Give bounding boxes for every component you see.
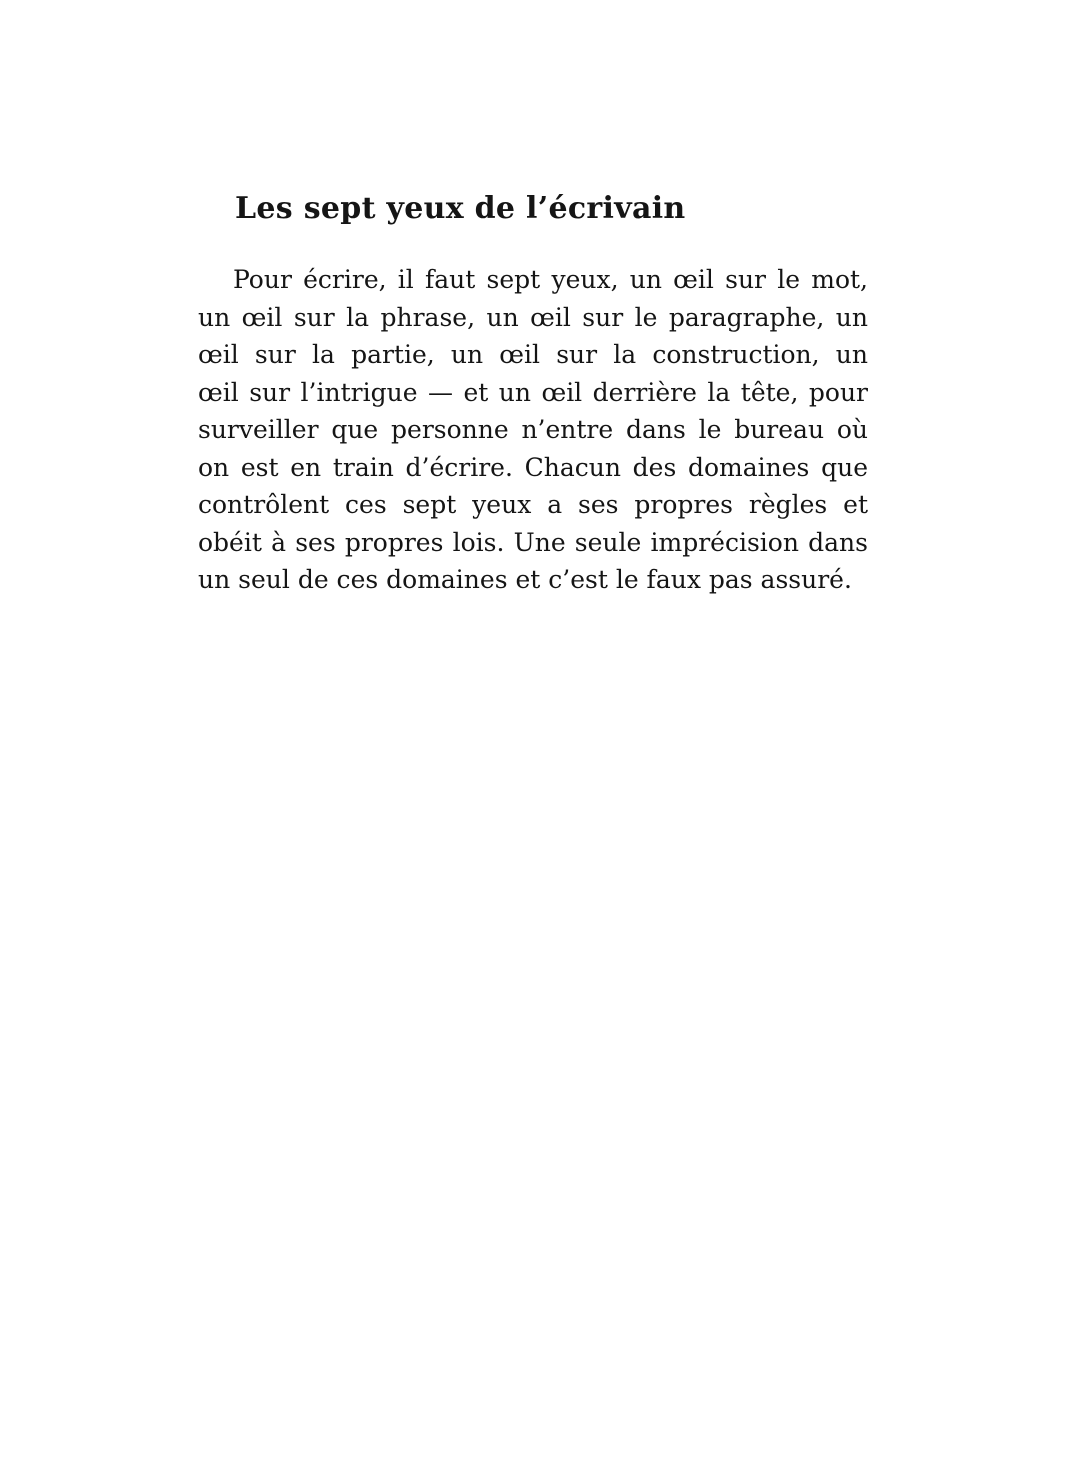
paragraph-line: œil sur l’intrigue — et un œil derrière la tête, pour: [198, 377, 868, 407]
paragraph-line: Pour écrire, il faut sept yeux, un œil sur le mot,: [233, 265, 868, 294]
body-paragraph: [198, 261, 868, 599]
paragraph-line: on est en train d’écrire. Chacun des domaines que: [198, 452, 868, 482]
paragraph-line: un œil sur la phrase, un œil sur le paragraphe, un: [198, 302, 868, 332]
paragraph-line: un seul de ces domaines et c’est le faux pas assuré.: [198, 565, 852, 594]
paragraph-line: contrôlent ces sept yeux a ses propres règles et: [198, 490, 868, 519]
paragraph-line: surveiller que personne n’entre dans le bureau où: [198, 415, 868, 444]
paragraph-line: œil sur la partie, un œil sur la construction, un: [198, 340, 868, 369]
page-title: Les sept yeux de l’écrivain: [235, 191, 686, 226]
paragraph-line: obéit à ses propres lois. Une seule imprécision dans: [198, 527, 868, 557]
